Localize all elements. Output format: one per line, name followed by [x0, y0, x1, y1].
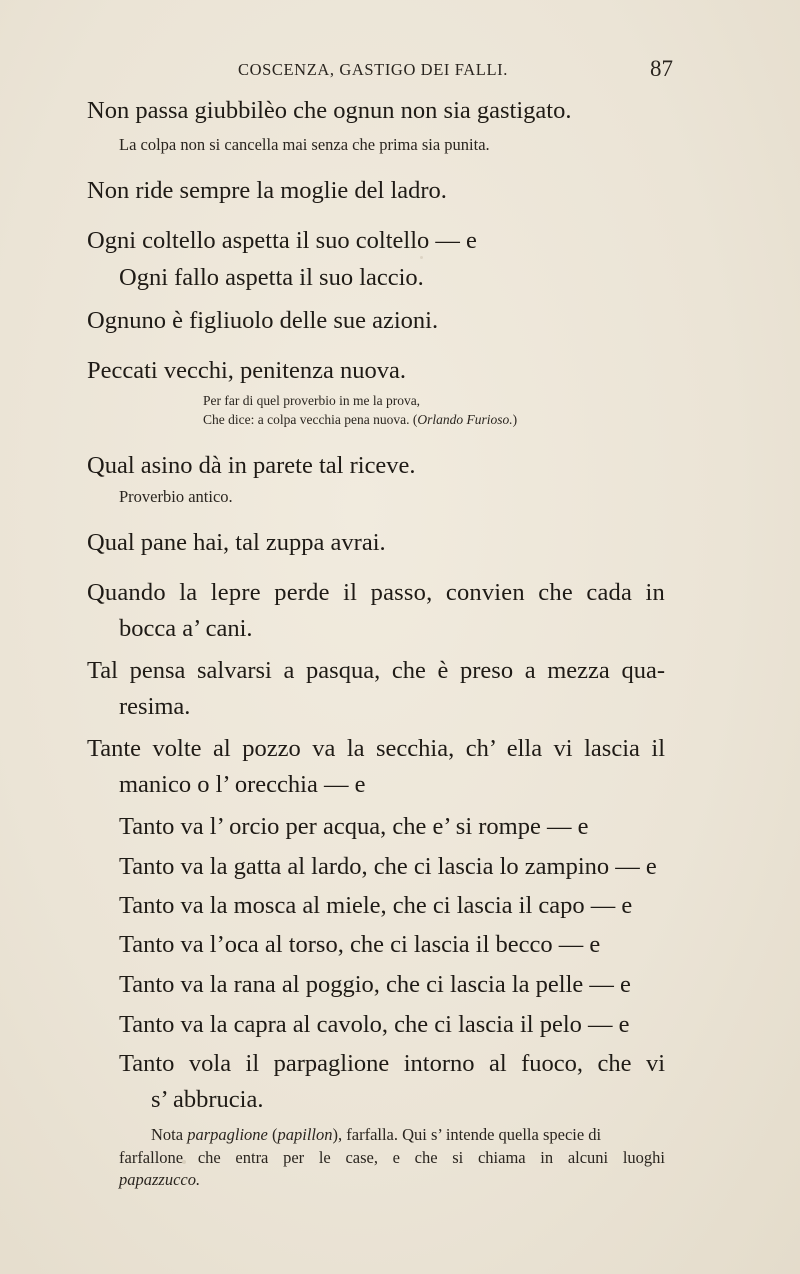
running-head: COSCENZA, GASTIGO DEI FALLI. [238, 60, 508, 79]
proverb-line: Tanto vola il parpaglione intorno al fuoco, che vi [119, 1050, 665, 1077]
proverb-line: Tanto va l’oca al torso, che ci lascia il becco — e [119, 931, 601, 958]
proverb-line: Tanto va l’ orcio per acqua, che e’ si rompe — e [119, 813, 589, 840]
page-header [0, 56, 800, 86]
proverb-line: Tal pensa salvarsi a pasqua, che è preso a mezza qua- [87, 657, 665, 684]
proverb-line: Non passa giubbilèo che ognun non sia gastigato. [87, 97, 572, 124]
proverb-line: resima. [119, 693, 191, 720]
proverb-line: Tanto va la gatta al lardo, che ci lascia lo zampino — e [119, 853, 657, 880]
footnote-term: papillon [277, 1125, 333, 1144]
proverb-line: Qual pane hai, tal zuppa avrai. [87, 529, 386, 556]
quote-line: Per far di quel proverbio in me la prova, [203, 393, 421, 408]
proverb-line: Tante volte al pozzo va la secchia, ch’ ella vi lascia il [87, 735, 665, 762]
proverb-line: Tanto va la mosca al miele, che ci lascia il capo — e [119, 892, 633, 919]
quote-line [203, 411, 517, 429]
footnote-text: ), farfalla. Qui s’ intende quella specie di [332, 1125, 602, 1144]
proverb-line: Tanto va la rana al poggio, che ci lascia la pelle — e [119, 971, 631, 998]
proverb-line: bocca a’ cani. [119, 615, 253, 642]
footnote-text: ( [267, 1125, 278, 1144]
paper-stain [420, 256, 423, 259]
proverb-line: Ognuno è figliuolo delle sue azioni. [87, 307, 439, 334]
proverb-line: manico o l’ orecchia — e [119, 771, 366, 798]
quote-source: Orlando Furioso. [417, 412, 513, 427]
proverb-line: Ogni fallo aspetta il suo laccio. [119, 264, 424, 291]
footnote-line: farfallone che entra per le case, e che si chiama in alcuni luoghi [119, 1148, 665, 1167]
quote-close: ) [512, 412, 518, 427]
proverb-line: Peccati vecchi, penitenza nuova. [87, 357, 407, 384]
proverb-line: Non ride sempre la moglie del ladro. [87, 177, 447, 204]
footnote-line: papazzucco. [119, 1170, 201, 1189]
proverb-line: s’ abbrucia. [151, 1086, 264, 1113]
footnote-line [151, 1124, 601, 1146]
proverb-line: Ogni coltello aspetta il suo coltello — e [87, 227, 477, 254]
footnote-text: Nota [151, 1125, 188, 1144]
proverb-line: Tanto va la capra al cavolo, che ci lascia il pelo — e [119, 1011, 630, 1038]
quote-text: Che dice: a colpa vecchia pena nuova. ( [203, 412, 418, 427]
explanation-line: La colpa non si cancella mai senza che prima sia punita. [119, 135, 490, 154]
proverb-line: Qual asino dà in parete tal riceve. [87, 452, 416, 479]
page-number: 87 [650, 56, 673, 81]
explanation-line: Proverbio antico. [119, 487, 233, 506]
proverb-line: Quando la lepre perde il passo, convien che cada in [87, 579, 665, 606]
footnote-term: parpaglione [187, 1125, 268, 1144]
